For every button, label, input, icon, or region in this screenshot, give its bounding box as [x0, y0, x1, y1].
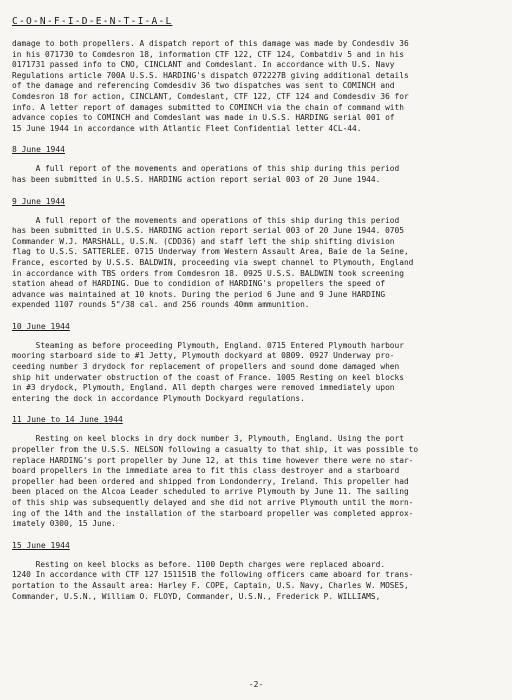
- section-body-9-june: A full report of the movements and operations of this ship during this period has been submitted in U.S.S. HARDING action report serial 003 of 20 June 1944. 0705 Commander W.J. MARSHALL, U.S.N. (CDD36) and staff left the ship shifting division flag to U.S.S. SATTERLEE. 0715 Underway from Western Assault Area, Baie de la Seine, France, escorted by U.S.S. BALDWIN, proceeding via swept channel to Plymouth, England in accordance with TBS orders from Comdesron 18. 0925 U.S.S. BALDWIN took screening station ahead of HARDING. Due to condidion of HARDING's propellers the speed of advance was maintained at 10 knots. During the period 6 June and 9 June HARDING expended 1107 rounds 5"/38 cal. and 256 rounds 40mm ammunition.: [12, 215, 414, 310]
- page-number: -2-: [248, 680, 264, 689]
- section-date-8-june: 8 June 1944: [12, 145, 65, 155]
- section-date-9-june: 9 June 1944: [12, 196, 65, 206]
- section-body-8-june: A full report of the movements and operations of this ship during this period has been submitted in U.S.S. HARDING action report serial 003 of 20 June 1944.: [12, 164, 400, 184]
- section-body-10-june: Steaming as before proceeding Plymouth, England. 0715 Entered Plymouth harbour mooring starboard side to #1 Jetty, Plymouth dockyard at 0809. 0927 Underway pro- ceeding number 3 drydock for replacement of propellers and sound dome damaged when ship hit underwater obstruction of the coast of France. 1005 Resting on keel blocks in #3 drydock, Plymouth, England. All depth charges were removed immediately upon entering the dock in accordance Plymouth Dockyard regulations.: [12, 340, 404, 403]
- section-date-10-june: 10 June 1944: [12, 321, 70, 331]
- section-body-11-14-june: Resting on keel blocks in dry dock number 3, Plymouth, England. Using the port propeller from the U.S.S. NELSON following a casualty to that ship, it was possible to replace HARDING's port propeller by June 12, at this time however there were no star- board propellers in the immediate area to fit this class destroyer and a starboard propeller had been ordered and shipped from Londonderry, Ireland. This propeller had been placed on the Alcoa Leader scheduled to arrive Plymouth by June 11. The sailing of this ship was subsequently delayed and she did not arrive Plymouth until the morn- ing of the 14th and the installation of the starboard propeller was completed approx- imately 0300, 15 June.: [12, 434, 419, 529]
- section-date-15-june: 15 June 1944: [12, 540, 70, 550]
- section-body-15-june: Resting on keel blocks as before. 1100 Depth charges were replaced aboard. 1240 In accordance with CTF 127 151151B the following officers came aboard for trans- portation to the Assault area: Harley F. COPE, Captain, U.S. Navy, Charles W. MOSES, Commander, U.S.N., William O. FLOYD, Commander, U.S.N., Frederick P. WILLIAMS,: [12, 559, 414, 601]
- classification-header: C-O-N-F-I-D-E-N-T-I-A-L: [12, 16, 173, 27]
- section-date-11-14-june: 11 June to 14 June 1944: [12, 415, 123, 425]
- intro-paragraph: damage to both propellers. A dispatch report of this damage was made by Condesdiv 36 in his 071730 to Comdesron 18, information CTF 122, CTF 124, Combatdiv 5 and in his 0171731 passed info to CNO, CINCLANT and Comdeslant. In accordance with U.S. Navy Regulations article 700A U.S.S. HARDING's dispatch 072227B giving additional details of the damage and referencing Comdesdiv 36 two dispatches was sent to COMINCH and Comdesron 18 for action, CINCLANT, Comdeslant, CTF 122, CTF 124 and Comdesdiv 36 for info. A letter report of damages submitted to COMINCH via the chain of command with advance copies to COMINCH and Comdeslant was made in U.S.S. HARDING serial 001 of 15 June 1944 in accordance with Atlantic Fleet Confidential letter 4CL-44.: [12, 39, 409, 133]
